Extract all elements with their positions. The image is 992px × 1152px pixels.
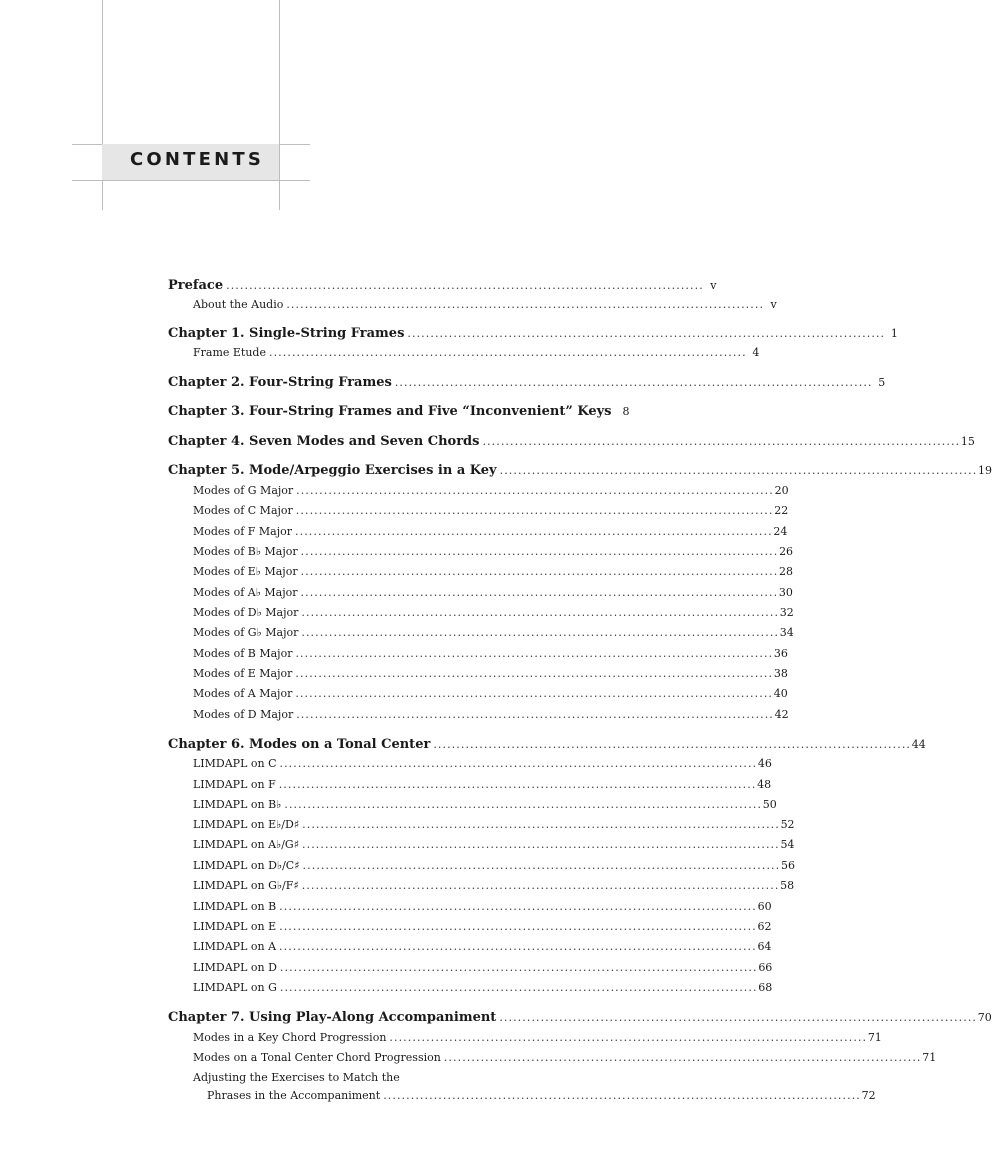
dot-leader xyxy=(280,757,755,770)
toc-section-entry[interactable] xyxy=(193,1051,937,1064)
dot-leader xyxy=(296,708,771,721)
toc-page-number: 40 xyxy=(773,687,788,700)
toc-entry-label: Modes of B Major xyxy=(193,647,293,660)
toc-entry-label: Modes of A Major xyxy=(193,687,293,700)
toc-page-number: 71 xyxy=(922,1051,937,1064)
toc-section-entry[interactable] xyxy=(193,667,788,680)
toc-section-entry[interactable] xyxy=(193,687,788,700)
toc-section-entry[interactable] xyxy=(193,818,795,831)
toc-page-number: 30 xyxy=(778,586,793,599)
toc-section-entry[interactable] xyxy=(193,545,794,558)
toc-page-number: 22 xyxy=(774,504,789,517)
toc-section-entry[interactable] xyxy=(193,484,789,497)
dot-leader xyxy=(407,327,882,340)
toc-page-number: 68 xyxy=(758,981,773,994)
dot-leader xyxy=(500,464,975,477)
toc-chapter-entry[interactable] xyxy=(168,463,992,478)
dot-leader xyxy=(395,376,870,389)
toc-entry-label: Adjusting the Exercises to Match the xyxy=(193,1071,400,1084)
dot-leader xyxy=(295,525,770,538)
toc-section-entry[interactable] xyxy=(193,757,772,770)
dot-leader xyxy=(444,1051,919,1064)
toc-page-number: 20 xyxy=(774,484,789,497)
dot-leader xyxy=(302,838,777,851)
dot-leader xyxy=(296,484,771,497)
dot-leader xyxy=(295,667,770,680)
dot-leader xyxy=(301,586,776,599)
toc-entry-label: Modes of E♭ Major xyxy=(193,565,298,578)
toc-section-entry[interactable] xyxy=(193,647,788,660)
toc-page-number: 1 xyxy=(890,327,898,340)
toc-chapter-entry[interactable] xyxy=(168,434,975,449)
toc-entry-label: LIMDAPL on G♭/F♯ xyxy=(193,879,299,892)
toc-page-number: 15 xyxy=(960,435,975,448)
toc-section-entry[interactable] xyxy=(193,504,789,517)
toc-chapter-entry[interactable] xyxy=(168,375,886,390)
toc-chapter-entry[interactable] xyxy=(168,737,926,752)
dot-leader xyxy=(296,504,771,517)
toc-page-number: 26 xyxy=(779,545,794,558)
toc-section-entry[interactable] xyxy=(193,626,794,639)
toc-chapter-entry[interactable] xyxy=(168,278,717,293)
toc-page-number: 36 xyxy=(773,647,788,660)
toc-page-number: 72 xyxy=(861,1089,876,1102)
dot-leader xyxy=(269,346,744,359)
dot-leader xyxy=(389,1031,864,1044)
toc-page-number: v xyxy=(770,298,777,311)
toc-page-number: 71 xyxy=(867,1031,882,1044)
toc-section-entry[interactable] xyxy=(193,565,794,578)
toc-entry-label: Modes of G Major xyxy=(193,484,294,497)
toc-entry-label: LIMDAPL on A♭/G♯ xyxy=(193,838,300,851)
toc-page-number: 48 xyxy=(757,778,772,791)
grid-vertical-line xyxy=(279,0,280,210)
toc-page-number: 5 xyxy=(878,376,886,389)
dot-leader xyxy=(433,738,908,751)
toc-page-number: 54 xyxy=(780,838,795,851)
dot-leader xyxy=(301,565,776,578)
toc-page-number: 44 xyxy=(911,738,926,751)
toc-entry-label: Phrases in the Accompaniment xyxy=(207,1089,381,1102)
dot-leader xyxy=(383,1089,858,1102)
toc-entry-label: LIMDAPL on D♭/C♯ xyxy=(193,859,300,872)
toc-page-number: v xyxy=(710,279,717,292)
grid-horizontal-line xyxy=(72,180,310,181)
toc-section-entry[interactable] xyxy=(193,298,777,311)
toc-section-entry[interactable] xyxy=(193,525,788,538)
toc-entry-label: Chapter 7. Using Play-Along Accompaniment xyxy=(168,1010,497,1025)
toc-entry-label: Chapter 2. Four-String Frames xyxy=(168,375,392,390)
toc-page-number: 70 xyxy=(977,1011,992,1024)
toc-entry-label: LIMDAPL on G xyxy=(193,981,277,994)
toc-section-entry[interactable] xyxy=(193,1031,882,1044)
dot-leader xyxy=(295,647,770,660)
toc-entry-label: Chapter 4. Seven Modes and Seven Chords xyxy=(168,434,480,449)
toc-section-entry[interactable] xyxy=(193,778,772,791)
toc-section-entry[interactable] xyxy=(193,798,777,811)
toc-entry-label: Preface xyxy=(168,278,224,293)
dot-leader xyxy=(279,900,754,913)
toc-entry-label: Modes of A♭ Major xyxy=(193,586,298,599)
toc-entry-label: Chapter 3. Four-String Frames and Five “Inconvenient” Keys xyxy=(168,404,612,419)
toc-entry-label: Modes of E Major xyxy=(193,667,293,680)
toc-section-entry[interactable] xyxy=(193,708,789,721)
toc-entry-label: Modes on a Tonal Center Chord Progression xyxy=(193,1051,441,1064)
toc-section-entry[interactable] xyxy=(193,346,760,359)
toc-section-entry[interactable] xyxy=(193,961,773,974)
toc-entry-label: Modes of F Major xyxy=(193,525,293,538)
toc-section-entry[interactable] xyxy=(193,606,794,619)
toc-section-entry[interactable] xyxy=(207,1089,876,1102)
toc-section-entry[interactable] xyxy=(193,859,795,872)
dot-leader xyxy=(280,961,755,974)
toc-chapter-entry[interactable] xyxy=(168,326,898,341)
toc-entry-label: Modes of B♭ Major xyxy=(193,545,298,558)
toc-page-number: 66 xyxy=(758,961,773,974)
dot-leader xyxy=(301,626,776,639)
toc-entry-label: Chapter 5. Mode/Arpeggio Exercises in a Key xyxy=(168,463,497,478)
toc-section-entry[interactable] xyxy=(193,900,772,913)
dot-leader xyxy=(301,545,776,558)
dot-leader xyxy=(280,981,755,994)
toc-page-number: 28 xyxy=(779,565,794,578)
toc-section-entry[interactable] xyxy=(193,981,773,994)
toc-entry-label: Modes of C Major xyxy=(193,504,293,517)
toc-page-number: 24 xyxy=(773,525,788,538)
toc-entry-label: LIMDAPL on E xyxy=(193,920,277,933)
toc-page-number: 32 xyxy=(779,606,794,619)
toc-section-entry[interactable] xyxy=(193,586,793,599)
toc-section-entry[interactable] xyxy=(193,920,772,933)
toc-page-number: 34 xyxy=(779,626,794,639)
toc-page-number: 60 xyxy=(757,900,772,913)
toc-entry-label: Frame Etude xyxy=(193,346,266,359)
toc-section-entry[interactable] xyxy=(193,838,795,851)
toc-entry-label: About the Audio xyxy=(193,298,284,311)
dot-leader xyxy=(279,940,754,953)
dot-leader xyxy=(301,606,776,619)
toc-page-number: 46 xyxy=(757,757,772,770)
dot-leader xyxy=(482,435,957,448)
toc-entry-label: LIMDAPL on D xyxy=(193,961,277,974)
toc-entry-label: LIMDAPL on C xyxy=(193,757,277,770)
toc-page-number: 42 xyxy=(774,708,789,721)
toc-page-number: 58 xyxy=(780,879,795,892)
toc-entry-label: Modes of D♭ Major xyxy=(193,606,299,619)
toc-entry-label: LIMDAPL on B♭ xyxy=(193,798,282,811)
dot-leader xyxy=(279,920,754,933)
toc-chapter-entry[interactable] xyxy=(168,404,630,419)
dot-leader xyxy=(302,818,777,831)
toc-page-number: 64 xyxy=(757,940,772,953)
dot-leader xyxy=(499,1011,974,1024)
toc-page-number: 4 xyxy=(752,346,760,359)
toc-page-number: 38 xyxy=(773,667,788,680)
toc-entry-label: LIMDAPL on E♭/D♯ xyxy=(193,818,300,831)
toc-page-number: 19 xyxy=(978,464,992,477)
toc-entry-label: LIMDAPL on A xyxy=(193,940,277,953)
toc-page-number: 50 xyxy=(762,798,777,811)
toc-section-entry[interactable] xyxy=(193,940,772,953)
dot-leader xyxy=(279,778,754,791)
toc-chapter-entry[interactable] xyxy=(168,1010,992,1025)
toc-entry-label: Chapter 6. Modes on a Tonal Center xyxy=(168,737,431,752)
toc-page-number: 52 xyxy=(780,818,795,831)
toc-page-number: 8 xyxy=(622,405,630,418)
page-title: CONTENTS xyxy=(130,149,265,170)
toc-entry-label: LIMDAPL on F xyxy=(193,778,276,791)
toc-entry-label: Chapter 1. Single-String Frames xyxy=(168,326,405,341)
toc-page-number: 56 xyxy=(780,859,795,872)
toc-entry-label: Modes of G♭ Major xyxy=(193,626,299,639)
dot-leader xyxy=(302,879,777,892)
dot-leader xyxy=(295,687,770,700)
dot-leader xyxy=(284,798,759,811)
toc-page-number: 62 xyxy=(757,920,772,933)
dot-leader xyxy=(303,859,778,872)
toc-section-entry[interactable] xyxy=(193,879,795,892)
toc-entry-label: Modes in a Key Chord Progression xyxy=(193,1031,387,1044)
dot-leader xyxy=(226,279,701,292)
dot-leader xyxy=(286,298,761,311)
toc-entry-label: Modes of D Major xyxy=(193,708,294,721)
toc-entry-label: LIMDAPL on B xyxy=(193,900,277,913)
